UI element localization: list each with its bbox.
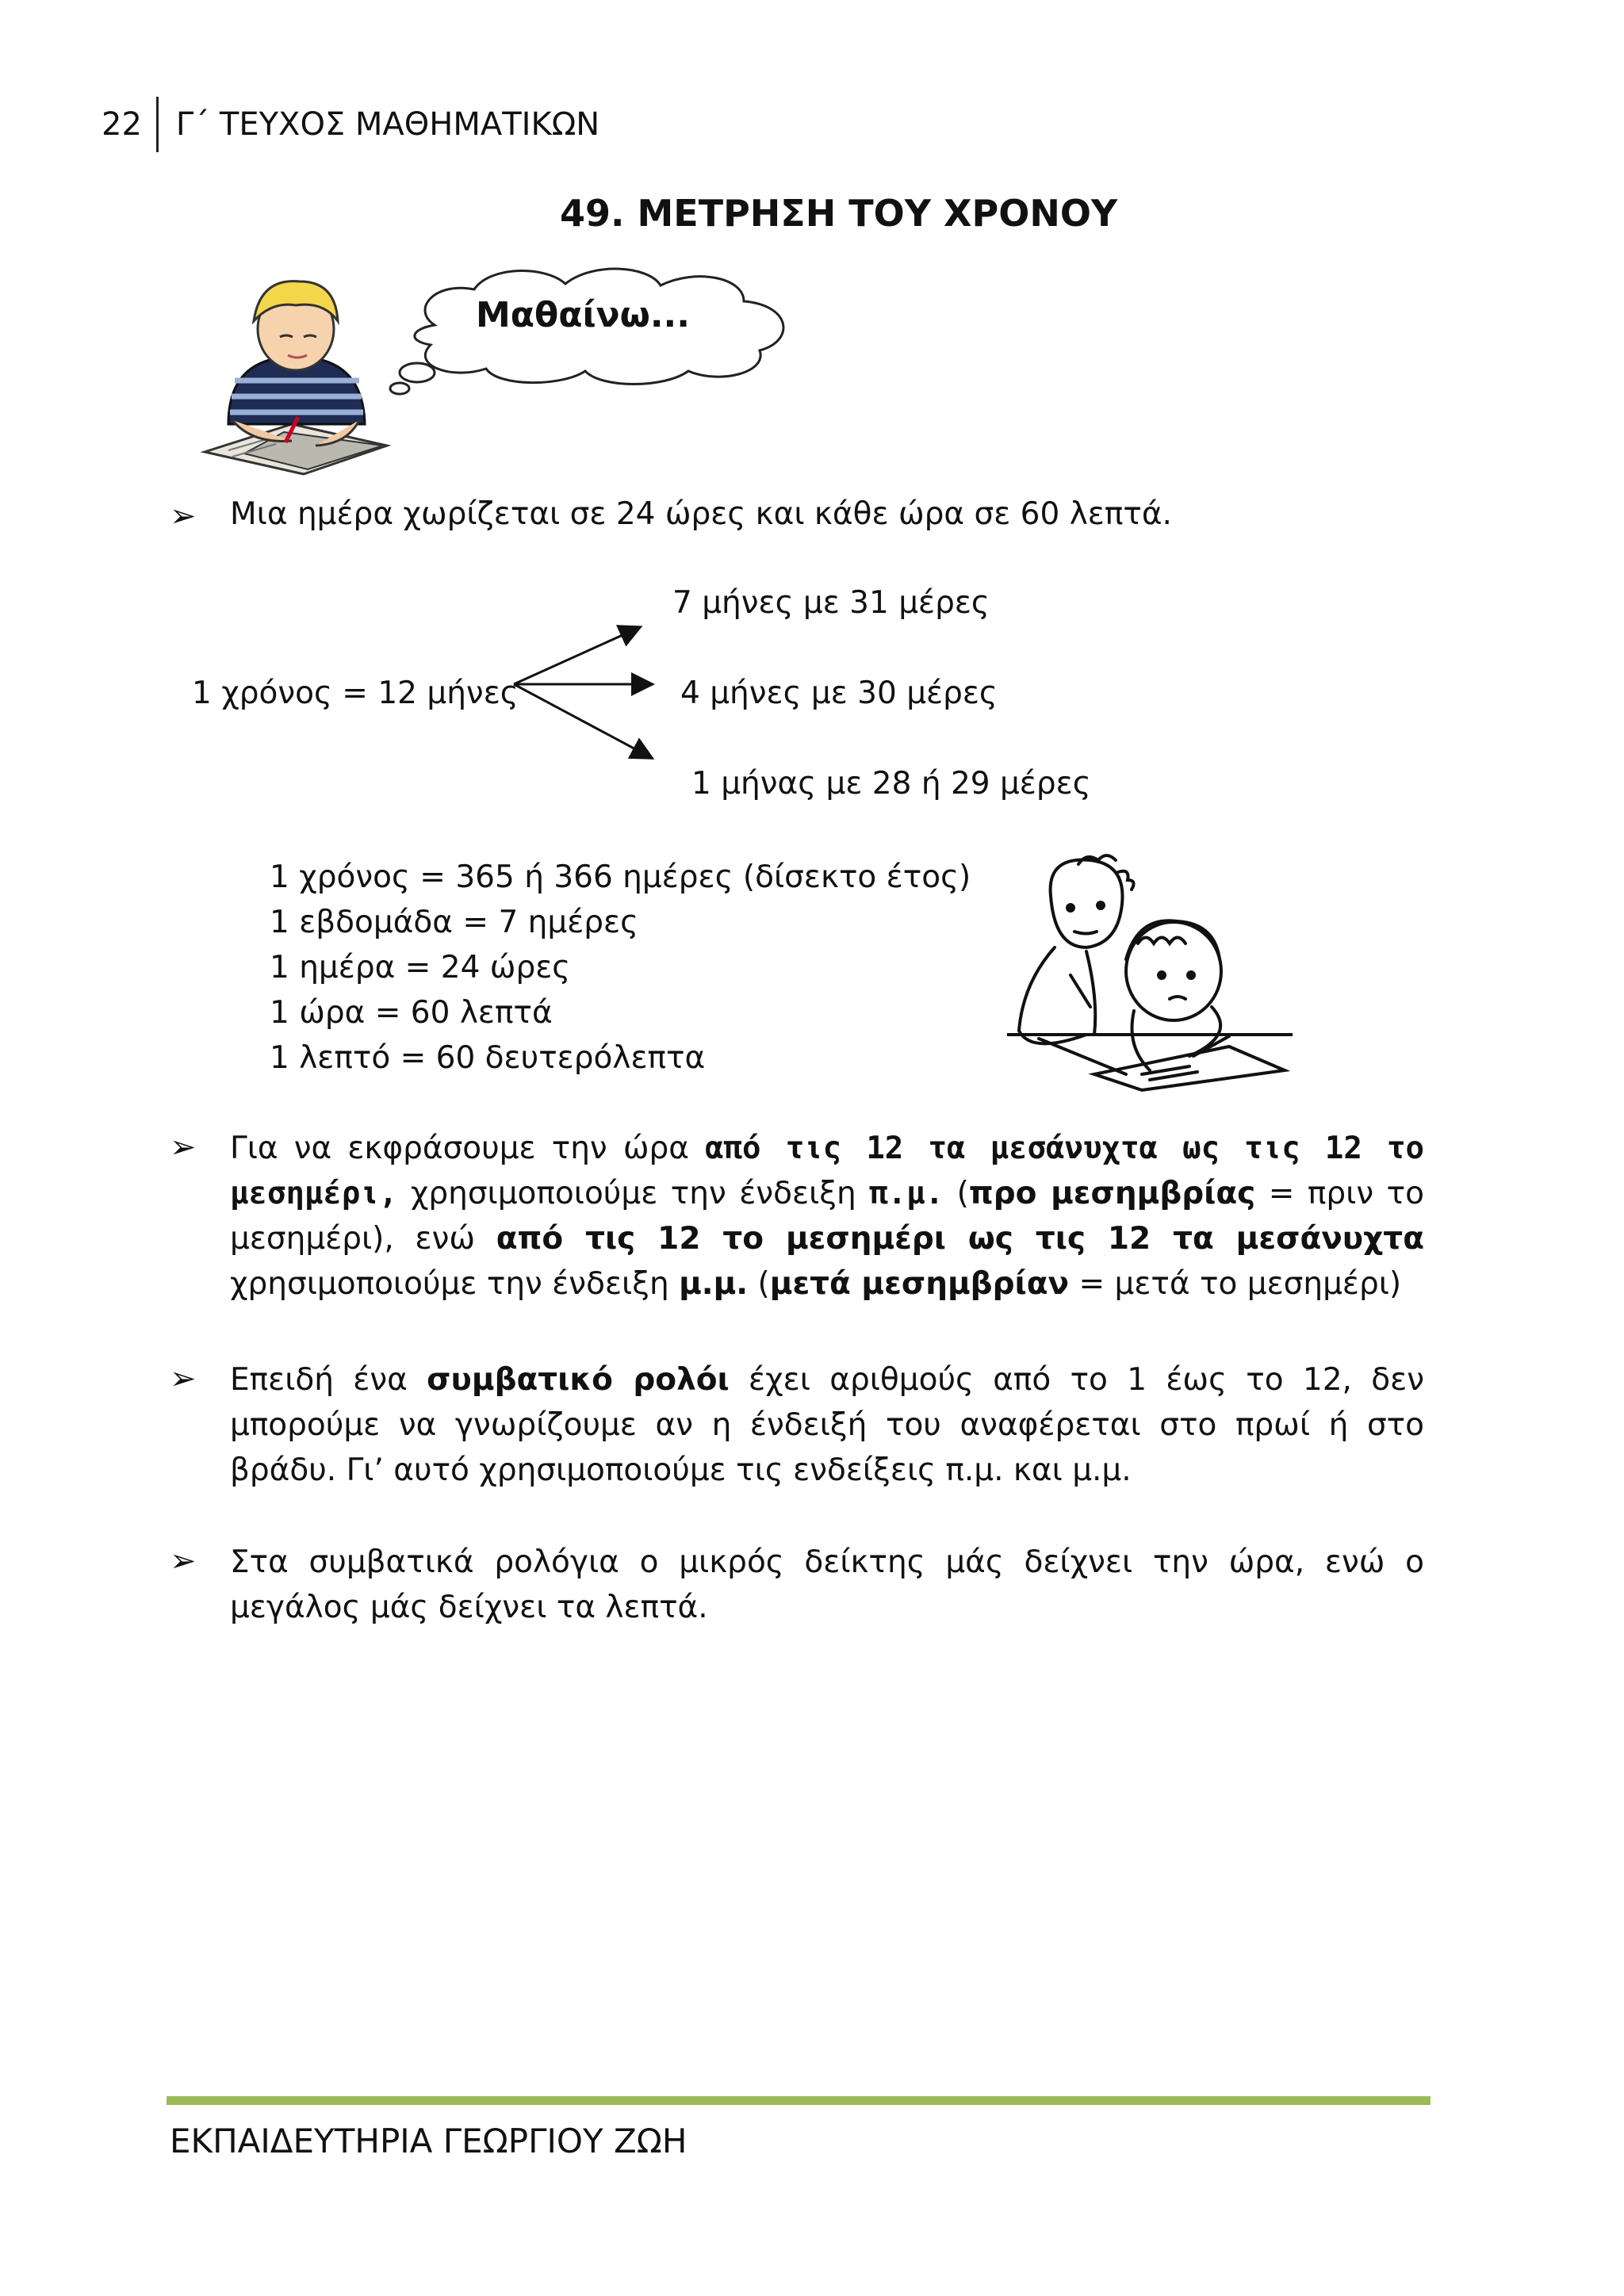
footer-text: ΕΚΠΑΙΔΕΥΤΗΡΙΑ ΓΕΩΡΓΙΟΥ ΖΩΗ bbox=[170, 2122, 688, 2160]
bold-span: συμβατικό ρολόι bbox=[427, 1362, 730, 1398]
text-span: = πριν το μεσημέρι), ενώ bbox=[230, 1176, 1424, 1257]
bullet-icon: ➢ bbox=[170, 1543, 197, 1579]
fact-line: 1 ημέρα = 24 ώρες bbox=[270, 950, 571, 985]
father-and-child-illustration bbox=[1007, 848, 1293, 1094]
text-span: Για να εκφράσουμε την ώρα bbox=[230, 1131, 706, 1166]
text-span: χρησιμοποιούμε την ένδειξη bbox=[397, 1176, 870, 1211]
text-span: έχει αριθμούς από το 1 έως το 12, δεν μπορούμε να γνωρίζουμε αν η ένδειξή του αναφέρεται στο πρωί ή στο βράδυ. Γι’ αυτό χρησιμοποιούμε τις ενδείξεις π.μ. και μ.μ. bbox=[230, 1362, 1424, 1488]
boy-studying-illustration bbox=[197, 262, 395, 476]
running-title: Γ΄ ΤΕΥΧΟΣ ΜΑΘΗΜΑΤΙΚΩΝ bbox=[175, 106, 600, 143]
fact-line: 1 χρόνος = 365 ή 366 ημέρες (δίσεκτο έτος) bbox=[270, 859, 971, 895]
arrow-icon bbox=[514, 628, 638, 684]
months-middle: 4 μήνες με 30 μέρες bbox=[680, 675, 998, 711]
fact-line: 1 εβδομάδα = 7 ημέρες bbox=[270, 905, 639, 940]
branching-arrows bbox=[508, 610, 666, 769]
running-header bbox=[102, 97, 599, 152]
arrow-icon bbox=[514, 684, 650, 757]
bold-span: προ μεσημβρίας bbox=[968, 1176, 1256, 1211]
months-bottom: 1 μήνας με 28 ή 29 μέρες bbox=[691, 766, 1091, 802]
text-span: = μετά το μεσημέρι) bbox=[1069, 1266, 1402, 1302]
time-facts bbox=[270, 855, 971, 1081]
header-divider bbox=[156, 97, 159, 152]
bold-span: από τις 12 το μεσημέρι ως τις 12 τα μεσάνυχτα bbox=[496, 1221, 1424, 1257]
bullet-icon: ➢ bbox=[170, 498, 197, 534]
bullet2-paragraph bbox=[230, 1126, 1424, 1307]
text-span: ( bbox=[748, 1266, 770, 1302]
bullet1-text: Μια ημέρα χωρίζεται σε 24 ώρες και κάθε ώρα σε 60 λεπτά. bbox=[230, 496, 1172, 532]
bold-span: μ.μ. bbox=[679, 1266, 749, 1302]
bold-span: μετά μεσημβρίαν bbox=[769, 1266, 1070, 1302]
bullet3-paragraph bbox=[230, 1357, 1424, 1493]
fact-line: 1 λεπτό = 60 δευτερόλεπτα bbox=[270, 1040, 706, 1076]
bold-span: από τις 12 τα μεσάνυχτα ως τις 12 το μεσημέρι, bbox=[230, 1131, 1425, 1211]
bullet-icon: ➢ bbox=[170, 1360, 197, 1397]
text-span: ( bbox=[944, 1176, 969, 1211]
bold-span: π.μ. bbox=[869, 1176, 944, 1211]
text-span: χρησιμοποιούμε την ένδειξη bbox=[230, 1266, 680, 1302]
bullet-icon: ➢ bbox=[170, 1129, 197, 1165]
bullet4-paragraph: Στα συμβατικά ρολόγια ο μικρός δείκτης μάς δείχνει την ώρα, ενώ ο μεγάλος μάς δείχνει τα λεπτά. bbox=[230, 1544, 1424, 1625]
footer-rule bbox=[167, 2096, 1431, 2105]
text-span: Επειδή ένα bbox=[230, 1362, 427, 1398]
months-left: 1 χρόνος = 12 μήνες bbox=[192, 675, 519, 711]
months-top: 7 μήνες με 31 μέρες bbox=[672, 585, 990, 621]
page-number: 22 bbox=[102, 106, 142, 143]
page-title: 49. ΜΕΤΡΗΣΗ ΤΟΥ ΧΡΟΝΟΥ bbox=[560, 192, 1118, 235]
thought-bubble-text: Μαθαίνω... bbox=[476, 295, 690, 335]
fact-line: 1 ώρα = 60 λεπτά bbox=[270, 995, 553, 1031]
